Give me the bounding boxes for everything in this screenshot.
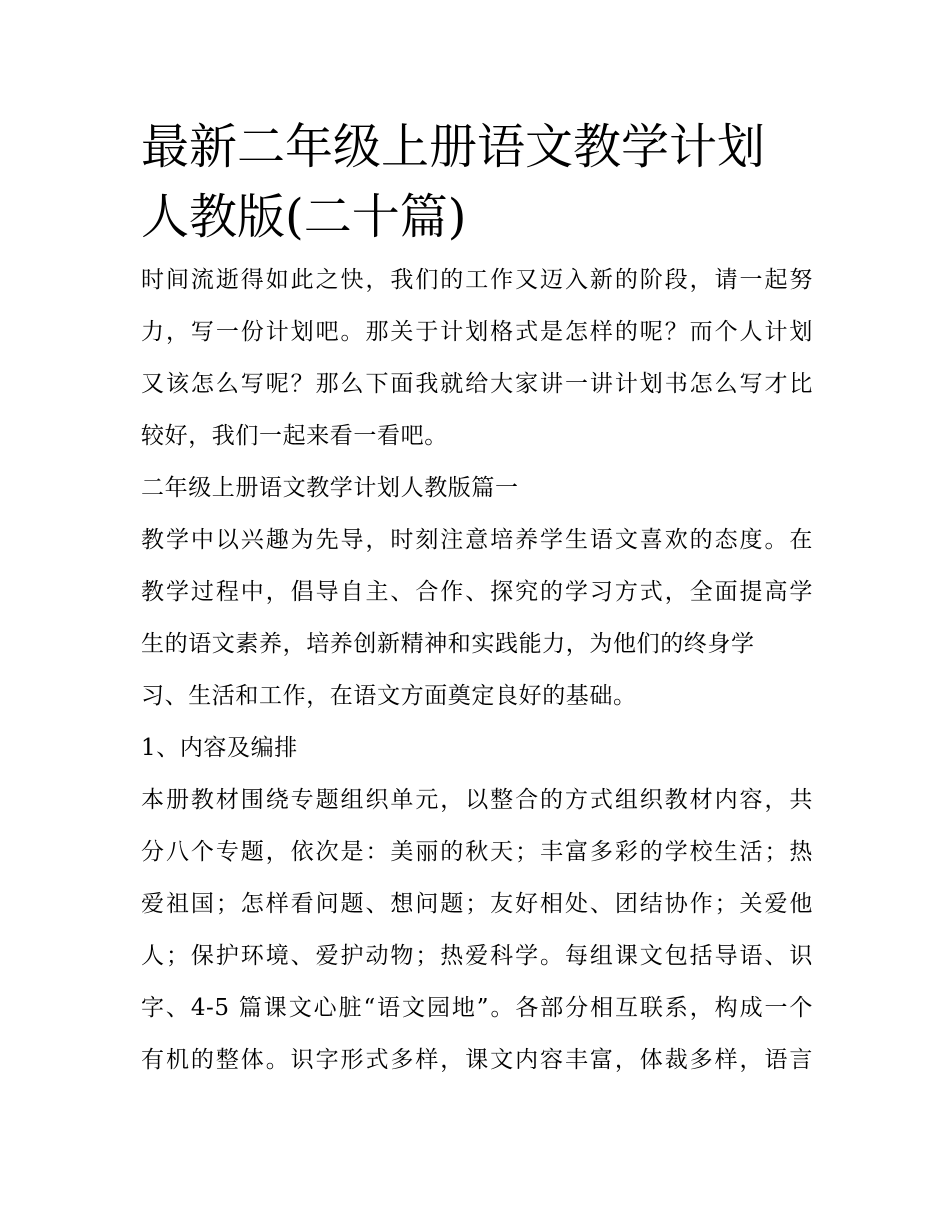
intro-line: 又该怎么写呢？那么下面我就给大家讲一讲计划书怎么写才比 — [141, 371, 813, 397]
section-heading: 二年级上册语文教学计划人教版篇一 — [141, 475, 519, 501]
title-line: 人教版(二十篇) — [141, 189, 467, 245]
paragraph-line: 教学过程中，倡导自主、合作、探究的学习方式，全面提高学 — [141, 579, 813, 605]
paragraph-1 — [141, 514, 813, 722]
paragraph-line: 教学中以兴趣为先导，时刻注意培养学生语文喜欢的态度。在 — [141, 527, 813, 553]
intro-line: 较好，我们一起来看一看吧。 — [141, 423, 448, 449]
paragraph-line: 习、生活和工作，在语文方面奠定良好的基础。 — [141, 683, 637, 709]
intro-line: 时间流逝得如此之快，我们的工作又迈入新的阶段，请一起努 — [141, 267, 813, 293]
paragraph-line: 有机的整体。识字形式多样，课文内容丰富，体裁多样，语言 — [141, 1047, 813, 1073]
paragraph-line: 分八个专题，依次是：美丽的秋天；丰富多彩的学校生活；热 — [141, 839, 813, 865]
title-line: 最新二年级上册语文教学计划 — [141, 119, 766, 175]
document-title — [141, 112, 813, 252]
paragraph-line: 生的语文素养，培养创新精神和实践能力，为他们的终身学 — [141, 631, 755, 657]
paragraph-2 — [141, 774, 813, 1086]
paragraph-line: 本册教材围绕专题组织单元，以整合的方式组织教材内容，共 — [141, 787, 813, 813]
subheading: 1、内容及编排 — [141, 735, 298, 761]
intro-paragraph — [141, 254, 813, 462]
paragraph-line: 爱祖国；怎样看问题、想问题；友好相处、团结协作；关爱他 — [141, 891, 813, 917]
document-page — [141, 112, 813, 1086]
paragraph-line: 人；保护环境、爱护动物；热爱科学。每组课文包括导语、识 — [141, 943, 813, 969]
intro-line: 力，写一份计划吧。那关于计划格式是怎样的呢？而个人计划 — [141, 319, 813, 345]
paragraph-line: 字、4-5 篇课文心脏“语文园地”。各部分相互联系，构成一个 — [141, 995, 813, 1021]
